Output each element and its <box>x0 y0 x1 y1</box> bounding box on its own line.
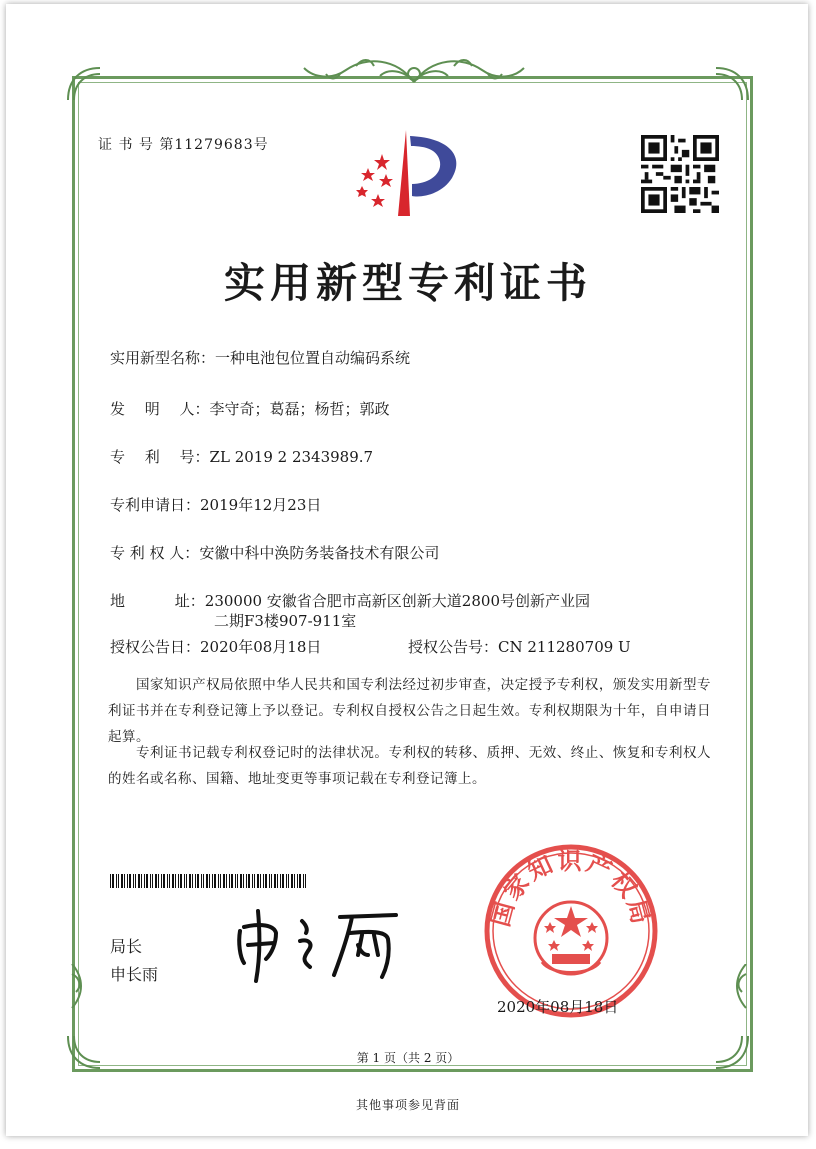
address-label: 地 址： <box>110 592 205 610</box>
barcode-bar <box>231 874 233 888</box>
barcode-bar <box>169 874 170 888</box>
barcode-bar <box>141 874 142 888</box>
grant-date-label: 授权公告日： <box>110 638 201 656</box>
barcode-bar <box>280 874 281 888</box>
barcode-bar <box>212 874 213 888</box>
barcode-bar <box>112 874 114 888</box>
name-label: 实用新型名称： <box>110 349 216 367</box>
handwritten-signature-icon <box>230 903 420 983</box>
barcode-bar <box>235 874 236 888</box>
barcode-bar <box>209 874 210 888</box>
barcode-bar <box>197 874 199 888</box>
barcode-bar <box>303 874 304 888</box>
qr-code-icon <box>641 135 719 213</box>
barcode-bar <box>180 874 182 888</box>
statement-paragraph-1: 国家知识产权局依照中华人民共和国专利法经过初步审查，决定授予专利权，颁发实用新型专利证书并在专利登记簿上予以登记。专利权自授权公告之日起生效。专利权期限为十年，自申请日起算。 <box>108 677 711 745</box>
barcode-bar <box>110 874 111 888</box>
page-number: 第 1 页（共 2 页） <box>356 1051 460 1065</box>
address-line2: 二期F3楼907-911室 <box>214 612 357 630</box>
barcode-bar <box>206 874 208 888</box>
barcode-bar <box>192 874 193 888</box>
barcode-bar <box>226 874 227 888</box>
barcode-bar <box>189 874 191 888</box>
barcode-bar <box>291 874 293 888</box>
signatory-name: 申长雨 <box>110 965 159 984</box>
barcode-bar <box>265 874 267 888</box>
address-line2-row <box>214 610 356 631</box>
barcode-bar <box>118 874 119 888</box>
barcode-bar <box>121 874 123 888</box>
inventor-row <box>110 398 390 419</box>
grant-date-row <box>110 636 321 657</box>
barcode-bar <box>248 874 250 888</box>
barcode-bar <box>286 874 287 888</box>
patent-number-row <box>110 446 373 467</box>
official-seal-icon <box>482 842 660 1020</box>
barcode-bar <box>144 874 145 888</box>
barcode-bar <box>186 874 187 888</box>
barcode-bar <box>214 874 216 888</box>
patent-label: 专 利 号： <box>110 448 210 466</box>
patent-holder-row <box>110 542 439 563</box>
barcode-bar <box>260 874 261 888</box>
address-row <box>110 590 590 611</box>
barcode-bar <box>299 874 301 888</box>
inventor-label: 发 明 人： <box>110 400 210 418</box>
barcode-bar <box>150 874 151 888</box>
barcode-bar <box>133 874 134 888</box>
certificate-title: 实用新型专利证书 <box>224 259 592 307</box>
barcode-bar <box>146 874 148 888</box>
statement-paragraph-2: 专利证书记载专利权登记时的法律状况。专利权的转移、质押、无效、终止、恢复和专利权人的姓名或名称、国籍、地址变更等事项记载在专利登记簿上。 <box>108 745 711 787</box>
barcode-bar <box>161 874 162 888</box>
barcode-bar <box>116 874 117 888</box>
barcode-bar <box>220 874 221 888</box>
grant-no-value: CN 211280709 U <box>498 638 631 656</box>
patent-office-logo-icon <box>348 124 466 220</box>
barcode-bar <box>178 874 179 888</box>
barcode-bar <box>254 874 255 888</box>
inventor-value: 李守奇；葛磊；杨哲；郭政 <box>209 400 390 418</box>
barcode-bar <box>218 874 219 888</box>
barcode-bar <box>288 874 289 888</box>
apply-value: 2019年12月23日 <box>200 496 322 514</box>
barcode-bar <box>243 874 244 888</box>
barcode-bar <box>305 874 306 888</box>
signatory-role: 局长 <box>110 937 143 956</box>
barcode-bar <box>240 874 242 888</box>
barcode-bar <box>223 874 225 888</box>
barcode-bar <box>271 874 272 888</box>
barcode-bar <box>155 874 157 888</box>
apply-label: 专利申请日： <box>110 496 201 514</box>
barcode-bar <box>229 874 230 888</box>
seal-text: 国家知识产权局 <box>486 846 656 930</box>
barcode-bar <box>184 874 185 888</box>
barcode-bar <box>246 874 247 888</box>
barcode-bar <box>152 874 153 888</box>
application-date-row <box>110 494 321 515</box>
barcode-bar <box>269 874 270 888</box>
barcode-icon <box>110 874 310 888</box>
certificate-number: 证 书 号 第11279683号 <box>98 137 269 153</box>
barcode-bar <box>257 874 259 888</box>
barcode-bar <box>282 874 284 888</box>
barcode-bar <box>163 874 165 888</box>
top-ornament-icon <box>296 52 532 94</box>
grant-no-label: 授权公告号： <box>408 638 499 656</box>
barcode-bar <box>277 874 278 888</box>
seal-date: 2020年08月18日 <box>497 998 619 1016</box>
corner-ornament-icon <box>712 64 752 104</box>
address-line1: 230000 安徽省合肥市高新区创新大道2800号创新产业园 <box>204 592 590 610</box>
barcode-bar <box>297 874 298 888</box>
barcode-bar <box>135 874 136 888</box>
barcode-bar <box>195 874 196 888</box>
barcode-bar <box>172 874 174 888</box>
barcode-bar <box>138 874 140 888</box>
patent-value: ZL 2019 2 2343989.7 <box>209 448 374 466</box>
name-value: 一种电池包位置自动编码系统 <box>215 349 411 367</box>
barcode-bar <box>124 874 125 888</box>
barcode-bar <box>237 874 238 888</box>
utility-model-name-row <box>110 347 410 368</box>
grant-date-value: 2020年08月18日 <box>200 638 322 656</box>
barcode-bar <box>127 874 128 888</box>
barcode-bar <box>158 874 159 888</box>
barcode-bar <box>252 874 253 888</box>
barcode-bar <box>263 874 264 888</box>
barcode-bar <box>203 874 204 888</box>
barcode-bar <box>129 874 131 888</box>
side-ornament-icon <box>724 964 754 1024</box>
holder-label: 专 利 权 人： <box>110 544 200 562</box>
grant-number-row <box>408 636 631 657</box>
corner-ornament-icon <box>64 64 104 104</box>
barcode-bar <box>274 874 276 888</box>
barcode-bar <box>167 874 168 888</box>
barcode-bar <box>175 874 176 888</box>
back-page-note: 其他事项参见背面 <box>355 1098 460 1112</box>
barcode-bar <box>294 874 295 888</box>
holder-value: 安徽中科中涣防务装备技术有限公司 <box>199 544 440 562</box>
side-ornament-icon <box>64 964 94 1024</box>
barcode-bar <box>201 874 202 888</box>
